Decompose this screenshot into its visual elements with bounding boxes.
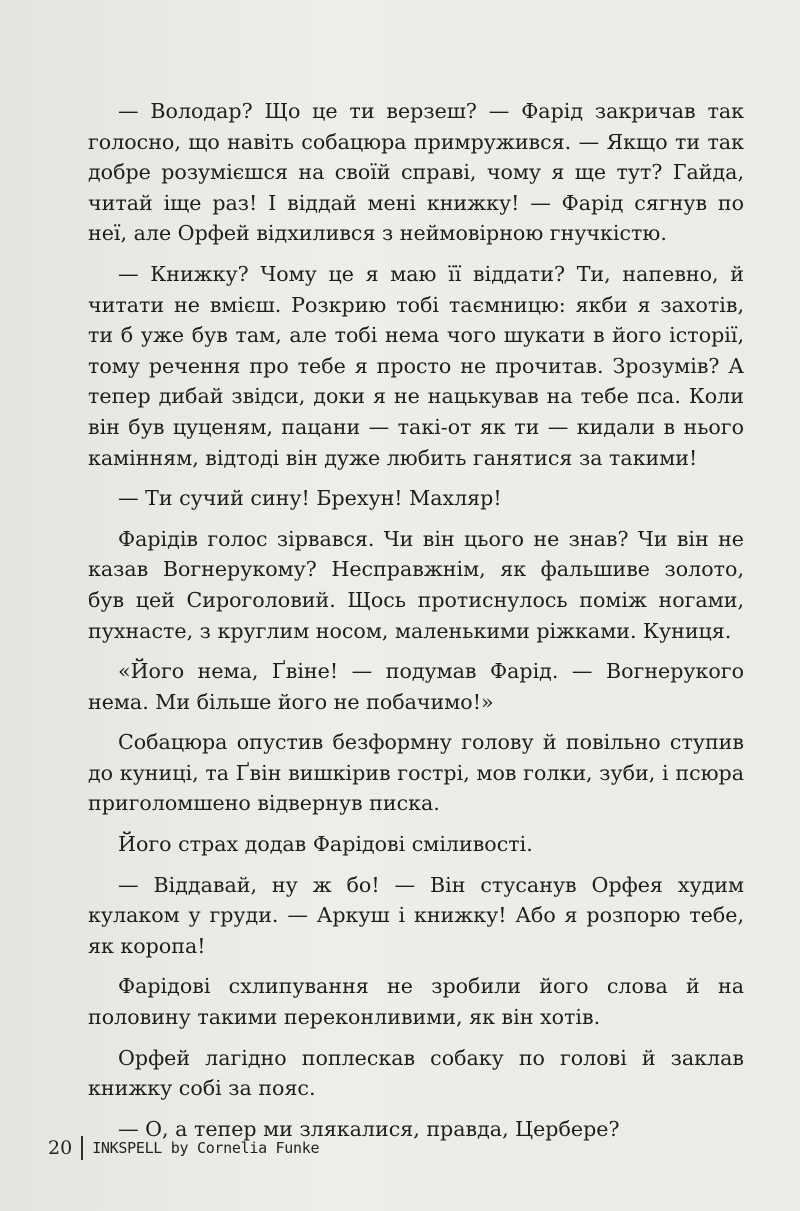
paragraph-11: — О, а тепер ми злякалися, правда, Цербере? xyxy=(118,1116,620,1141)
paragraph-9: Фарідові схлипування не зробили його слова й на половину такими переконливими, як він хотів. xyxy=(88,974,744,1030)
page-footer xyxy=(48,1136,319,1160)
paragraph-5: «Його нема, Ґвіне! — подумав Фарід. — Вогнерукого нема. Ми більше його не побачимо!» xyxy=(88,659,744,714)
page-number: 20 xyxy=(48,1137,73,1159)
paragraph-4: Фарідів голос зірвався. Чи він цього не знав? Чи він не казав Вогнерукому? Несправжнім, як фальшиве золото, був цей Сироголовий. Щось протиснулось поміж ногами, пухнасте, з круглим носом, маленькими ріжками. Куниця. xyxy=(88,526,744,643)
paragraph-10: Орфей лагідно поплескав собаку по голові й заклав книжку собі за пояс. xyxy=(88,1045,744,1101)
footer-divider xyxy=(81,1136,83,1160)
paragraph-2: — Книжку? Чому це я маю її віддати? Ти, напевно, й читати не вмієш. Розкрию тобі таємницю: якби я захотів, ти б уже був там, але тобі нема чого шукати в його історії, тому речення про тебе я просто не прочитав. Зрозумів? А тепер дибай звідси, доки я не нацькував на тебе пса. Коли він був цуценям, пацани — такі-от як ти — кидали в нього камінням, відтоді він дуже любить ганятися за такими! xyxy=(88,261,744,470)
body-text xyxy=(88,96,744,1154)
paragraph-7: Його страх додав Фарідові сміливості. xyxy=(118,832,533,857)
paragraph-1: — Володар? Що це ти верзеш? — Фарід закричав так голосно, що навіть собацюра примружився. — Якщо ти так добре розумієшся на своїй справі, чому я ще тут? Гайда, читай іще раз! І віддай мені книжку! — Фарід сягнув по неї, але Орфей відхилився з неймовірною гнучкістю. xyxy=(88,99,744,246)
paragraph-8: — Віддавай, ну ж бо! — Він стусанув Орфея худим кулаком у груди. — Аркуш і книжку! Або я розпорю тебе, як коропа! xyxy=(88,872,744,958)
paragraph-6: Собацюра опустив безформну голову й повільно ступив до куниці, та Ґвін вишкірив гострі, мов голки, зуби, і псюра приголомшено відвернув писка. xyxy=(88,730,744,816)
paragraph-3: — Ти сучий сину! Брехун! Махляр! xyxy=(118,486,502,511)
running-footer-title: INKSPELL by Cornelia Funke xyxy=(92,1139,320,1157)
